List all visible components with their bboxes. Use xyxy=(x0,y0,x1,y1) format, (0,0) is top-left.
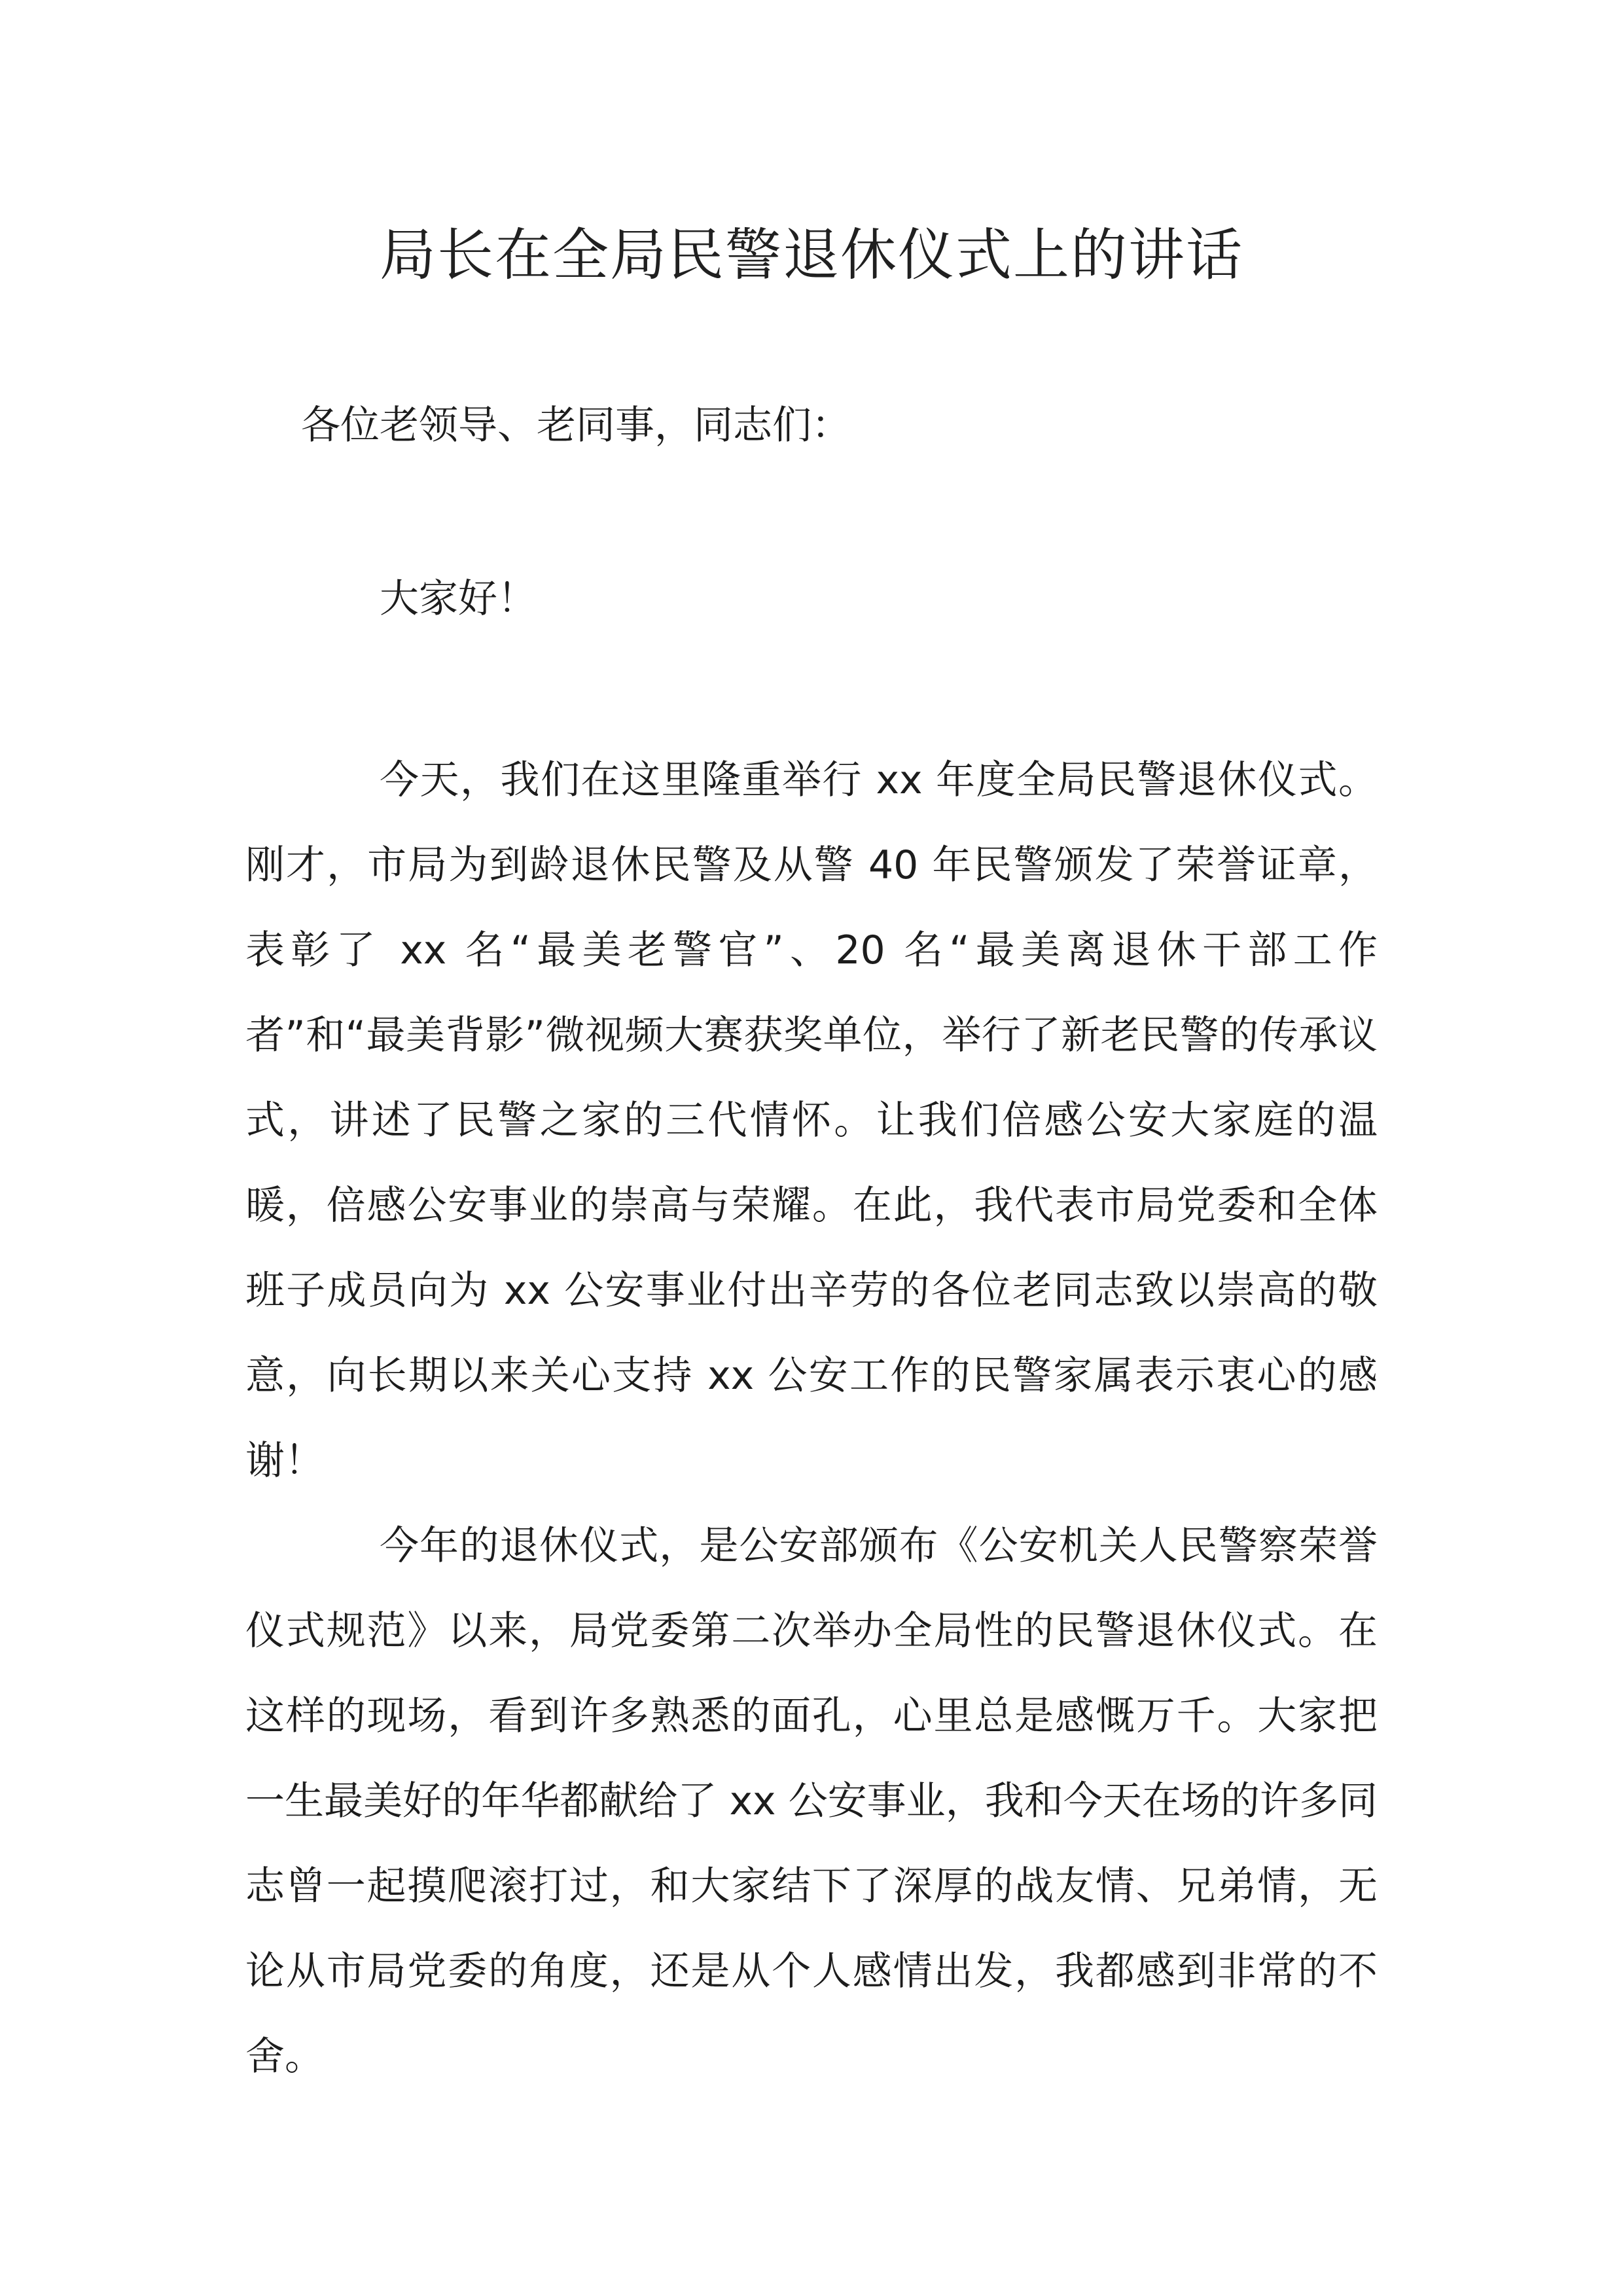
body-paragraph: 今年的退休仪式，是公安部颁布《公安机关人民警察荣誉仪式规范》以来，局党委第二次举办全局性的民警退休仪式。在这样的现场，看到许多熟悉的面孔，心里总是感慨万千。大家把一生最美好的年华都献给了 xx 公安事业，我和今天在场的许多同志曾一起摸爬滚打过，和大家结下了深厚的战友情、兄弟情，无论从市局党委的角度，还是从个人感情出发，我都感到非常的不舍。 xyxy=(245,1523,1378,2079)
greeting: 大家好！ xyxy=(380,576,537,622)
salutation: 各位老领导、老同事，同志们： xyxy=(301,403,851,448)
document-title: 局长在全局民警退休仪式上的讲话 xyxy=(380,223,1243,288)
body-paragraph: 今天，我们在这里隆重举行 xx 年度全局民警退休仪式。刚才，市局为到龄退休民警及从警 40 年民警颁发了荣誉证章，表彰了 xx 名“最美老警官”、20 名“最美离退休干部工作者”和“最美背影”微视频大赛获奖单位，举行了新老民警的传承议式，讲述了民警之家的三代情怀。让我们倍感公安大家庭的温暖，倍感公安事业的崇高与荣耀。在此，我代表市局党委和全体班子成员向为 xx 公安事业付出辛劳的各位老同志致以崇高的敬意，向长期以来关心支持 xx 公安工作的民警家属表示衷心的感谢！ xyxy=(245,757,1378,1484)
